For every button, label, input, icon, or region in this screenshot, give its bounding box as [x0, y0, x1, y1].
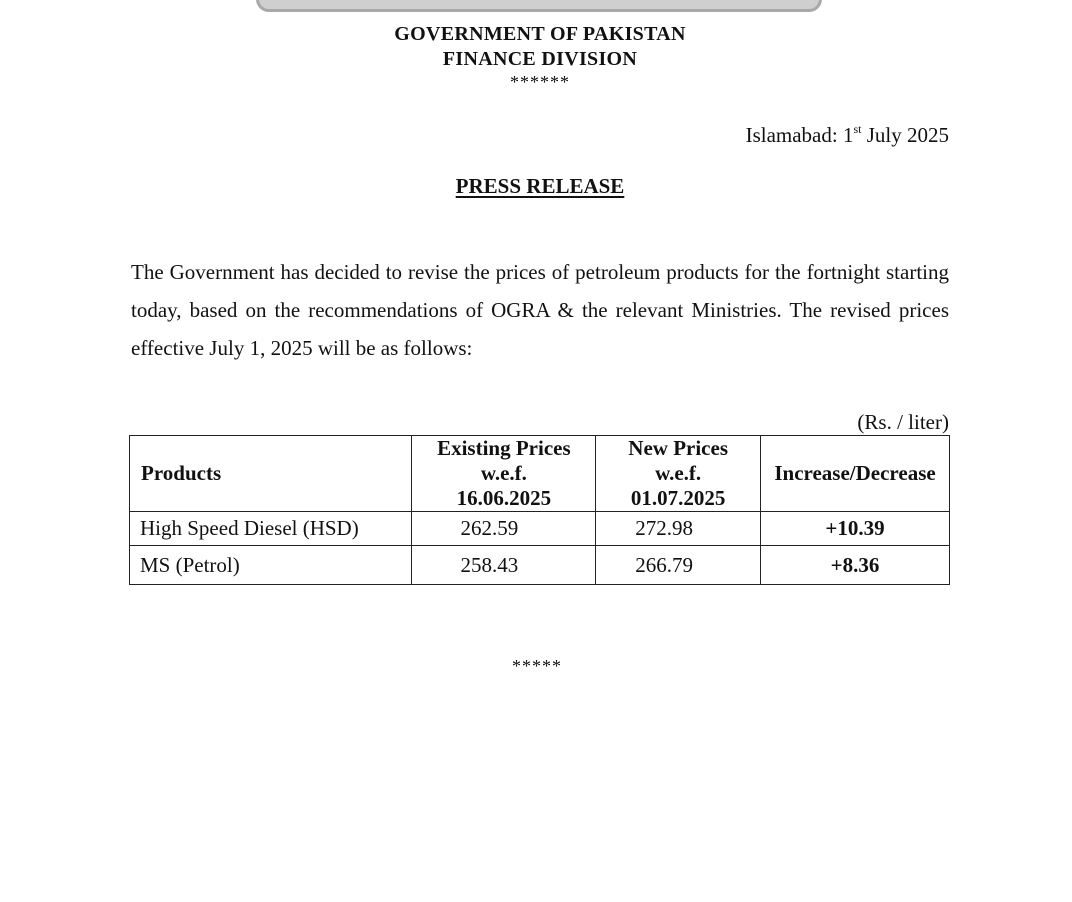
header-division: FINANCE DIVISION	[442, 48, 638, 70]
dateline-date: July 2025	[861, 123, 949, 147]
press-release-title: PRESS RELEASE	[455, 174, 625, 198]
header-new-line2: w.e.f.	[655, 461, 702, 485]
cell-change: +10.39	[761, 512, 950, 546]
cell-existing-price: 258.43	[412, 546, 596, 585]
header-existing-line2: w.e.f.	[480, 461, 527, 485]
cell-change: +8.36	[761, 546, 950, 585]
header-existing-prices	[412, 436, 596, 512]
footer-separator-stars: *****	[512, 656, 562, 676]
header-existing-line3: 16.06.2025	[456, 486, 552, 510]
header-new-line3: 01.07.2025	[630, 486, 726, 510]
dateline-place: Islamabad: 1	[745, 123, 854, 147]
cell-product: High Speed Diesel (HSD)	[130, 512, 412, 546]
cell-existing-price: 262.59	[412, 512, 596, 546]
table-row	[130, 512, 950, 546]
dateline	[746, 123, 949, 148]
dateline-suffix: st	[853, 122, 862, 136]
header-products: Products	[130, 436, 412, 512]
header-government: GOVERNMENT OF PAKISTAN	[394, 23, 686, 45]
table-header-row	[130, 436, 950, 512]
header-separator-stars: ******	[510, 72, 570, 92]
header-new-prices	[596, 436, 761, 512]
header-existing-line1: Existing Prices	[437, 436, 571, 460]
window-top-bar	[256, 0, 822, 12]
cell-product: MS (Petrol)	[130, 546, 412, 585]
header-new-line1: New Prices	[628, 436, 728, 460]
cell-new-price: 272.98	[596, 512, 761, 546]
cell-new-price: 266.79	[596, 546, 761, 585]
price-unit-label: (Rs. / liter)	[857, 410, 949, 434]
table-row	[130, 546, 950, 585]
price-table	[129, 435, 950, 585]
press-release-body: The Government has decided to revise the prices of petroleum products for the fortnight starting today, based on the recommendations of OGRA & the relevant Ministries. The revised prices effective July 1, 2025 will be as follows:	[131, 260, 949, 360]
header-change: Increase/Decrease	[761, 436, 950, 512]
